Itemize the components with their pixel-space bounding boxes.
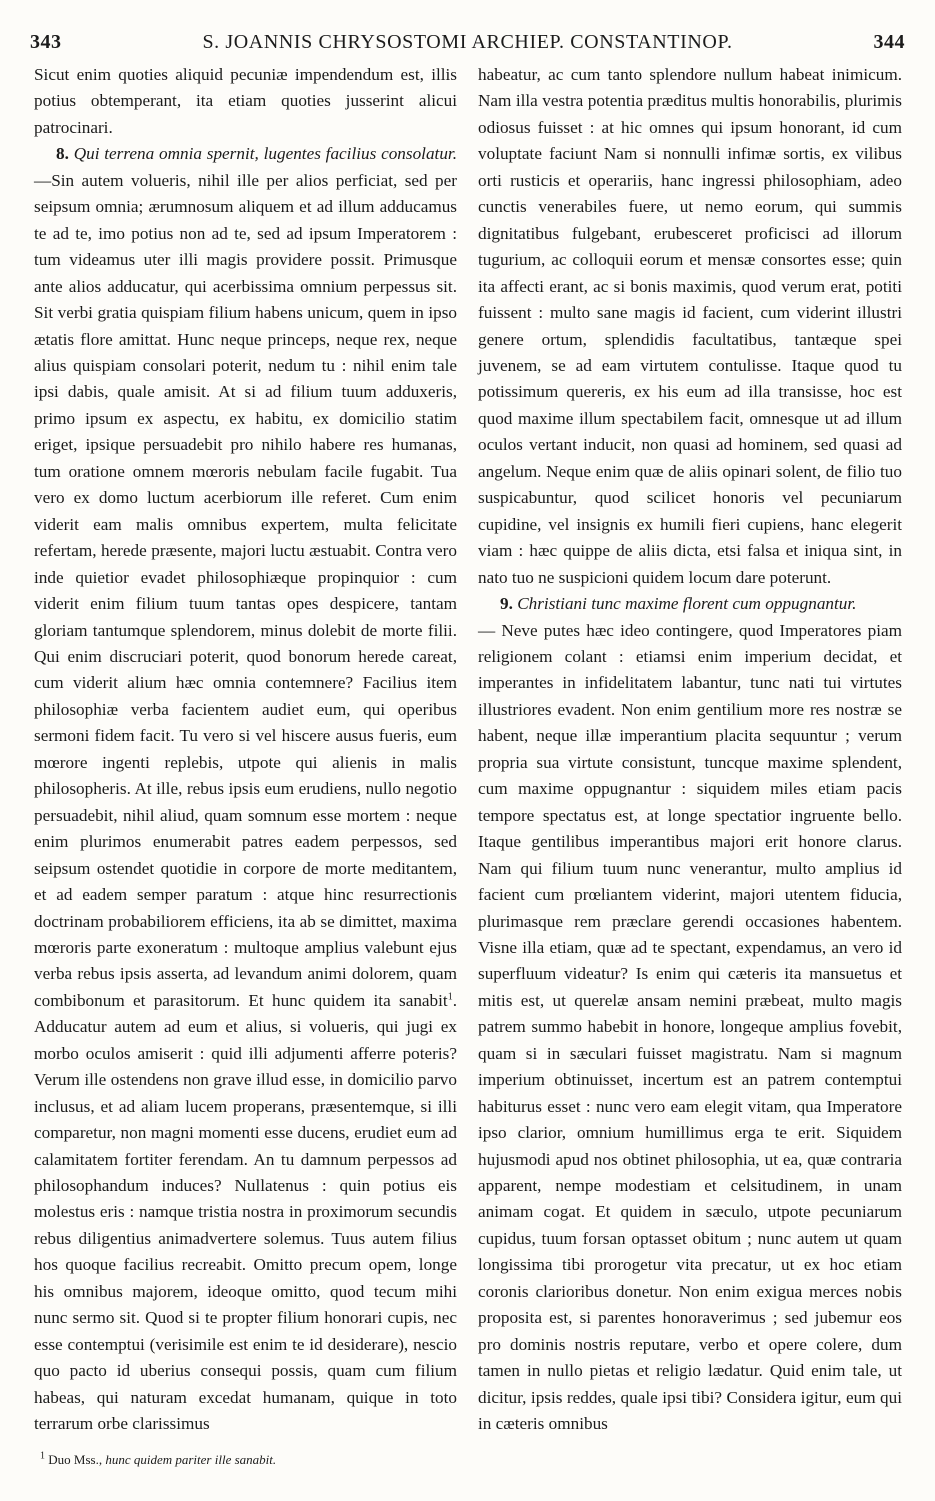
section-text: —Sin autem volueris, nihil ille per alios perficiat, sed per seipsum omnia; ærumnosum aliquem et ad illum adducamus te ad te, imo potius non ad te, sed ad ipsum Imperatorem : tum videamus uter illi magis providere possit. Primusque ante alios adducatur, qui acerbissima omnium perpessus sit. Sit verbi gratia quispiam filium habens unicum, quem in ipso ætatis flore amittat. Hunc neque princeps, neque rex, neque alius quispiam consolari poterit, nedum tu : nihil enim tale ipsi dabis, quale amisit. At si ad filium tuum adduxeris, primo ipsum ex aspectu, ex habitu, ex domicilio statim eriget, ipsique persuadebit pro nihilo habere res humanas, tum oratione omnem mœroris nebulam facile fugabit. Tua vero ex domo luctum acerbiorum ille referet. Cum enim viderit eam malis omnibus expertem, multa felicitate refertam, herede præsente, majori luctu æstuabit. Contra vero inde quietior evadet philosophiæque propinquior : cum viderit enim filium tuum tantas opes despicere, tantam gloriam tantumque splendorem, minus dolebit de morte filii. Qui enim discruciari poterit, quod bonorum herede careat, cum viderit alium hæc omnia contemnere? Facilius item philosophiæ verba facientem audiet eum, qui operibus sermoni fidem facit. Tu vero si vel hiscere ausus fueris, eum mœrore ingenti replebis, utpote qui alienis in malis philosopheris. At ille, rebus ipsis eum erudiens, nullo negotio persuadebit, nihil aliud, quam somnum esse mortem : neque enim plurimos enumerabit patres eadem perpessos, sed seipsum ostendet quotidie in corpore de morte meditantem, et ad eadem semper paratum : atque hinc resurrectionis doctrinam probabiliorem efficiens, ita ab se dimittet, maxima mœroris parte exoneratum : multoque amplius valebunt ejus verba rebus ipsis asserta, ad levandum animi dolorem, quam combibonum et parasitorum. Et hunc quidem ita sanabit [34,170,457,1010]
left-page-number: 343 [30,30,62,53]
footnote [40,1452,460,1468]
footnote-text: hunc quidem pariter ille sanabit. [105,1452,277,1467]
section-text: — Neve putes hæc ideo contingere, quod Imperatores piam religionem colant : etiamsi enim imperium decidat, et imperantes in infidelitatem labantur, tunc nati tui virtutes illustriores evadent. Non enim gentilium more res nostræ se habent, neque illæ imperantium placita sequuntur ; verum propria sua virtute consistunt, tuncque maxime splendent, cum maxime oppugnantur : siquidem miles etiam pacis tempore spectatus est, at longe spectatior ingruente bello. Itaque gentilibus imperantibus majori erit honore clarus. Nam qui filium tuum nunc venerantur, multo amplius id facient cum prœliantem viderint, majori utentem fiducia, plurimasque rem præclare gerendi occasiones habentem. Visne illa etiam, quæ ad te spectant, expendamus, an vero id superfluum videatur? Is enim qui cæteris ita mansuetus et mitis est, ut querelæ ansam nemini præbeat, multo magis patrem summo habebit in honore, longeque amplius fovebit, quam si in sæculari fuisset magistratu. Nam si magnum imperium obtinuisset, incertum est an patrem contemptui habiturus esset : nunc vero eam elegit vitam, qua Imperatore ipso clarior, omnium humillimus erga te erit. Siquidem hujusmodi apud nos obtinet philosophia, ut ea, quæ contraria apparent, nempe modestiam et celsitudinem, in unam animam cogat. Et quidem in sæculo, utpote pecuniarum cupidus, tuum forsan optasset obitum ; nunc autem ut quam longissima tibi prorogetur vita precatur, ut ex hoc etiam coronis clarioribus donetur. Non enim exigua merces nobis proposita est, si parentes honoraverimus ; sed jubemur eos pro dominis nostris reputare, verbo et opere colere, dum tamen in nullo pietas et religio lædatur. Quid enim tale, ut dicitur, ipsis reddes, quale ipsi tibi? Considera igitur, eum qui in cæteris omnibus [478,620,902,1434]
section-8 [34,141,457,1437]
left-column [34,62,457,1438]
right-page-number: 344 [873,30,905,53]
section-title: Christiani tunc maxime florent cum oppugnantur. [517,594,857,614]
section-title: Qui terrena omnia spernit, lugentes facilius consolatur. [73,144,457,164]
paragraph: habeatur, ac cum tanto splendore nullum habeat inimicum. Nam illa vestra potentia præditus multis honorabilis, plurimis odiosus fuisset : at hic omnes qui ipsum honorant, id cum voluptate faciunt Nam si nonnulli infimæ sortis, ex vilibus orti rusticis et operariis, hanc ingressi philosophiam, adeo cunctis venerabiles fuere, ut nemo eorum, qui summis dignitatibus fulgebant, erubesceret proficisci ad illorum tugurium, ac colloquii eorum et mensæ consortes esse; quin ita affecti erant, ac si bonis maximis, quod verum erat, potiti fuissent : multo sane magis id facient, cum viderint illustri genere ortum, splendidis facultatibus, tantæque spei juvenem, se ad eam virtutem contulisse. Itaque quod tu potissimum quereris, ex his eum ad illa transisse, hoc est quod maxime illum spectabilem facit, omnesque ut ad illum oculos vertant inducit, non quasi ad hominem, sed quasi ad angelum. Neque enim quæ de aliis opinari solent, de filio tuo suspicabuntur, quod scilicet honoris vel pecuniarum cupidine, vel insignis ex humili fieri cupiens, hanc elegerit viam : hæc quippe de aliis dicta, etsi falsa et iniqua sint, in nato tuo ne suspicioni quidem locum dare poterunt. [478,65,902,587]
footnote-marker: 1 [447,991,453,1003]
section-text-continued: . Adducatur autem ad eum et alius, si volueris, qui jugi ex morbo oculos amiserit : quid illi adjumenti afferre poteris? Verum ille ostendens non grave illud esse, in domicilio parvo inclusus, et ad aliam lucem properans, præsentemque, si illi comparetur, non magni momenti esse ducens, erudiet eum ad calamitatem fortiter ferendam. An tu damnum perpessos ad philosophandum induces? Nullatenus : quin potius eis molestus eris : namque tristia nostra in proximorum secundis rebus diligentius animadvertere solemus. Tuus autem filius hos quoque facilius recreabit. Omitto precum opem, longe his omnibus majorem, ideoque omitto, quod tecum mihi nunc sermo sit. Quod si te propter filium honorari cupis, nec esse contemptui (verisimile est enim te id desiderare), nescio quo pacto id uberius consequi possis, quam cum filium habeas, qui naturam excedat humanam, quique in toto terrarum orbe clarissimus [34,990,457,1434]
footnote-prefix: Duo Mss., [48,1452,103,1467]
page-header [30,26,905,58]
section-9 [478,591,902,1438]
right-column [478,62,902,1438]
section-number: 8. [56,144,69,164]
footnote-number: 1 [40,1450,45,1462]
section-number: 9. [500,594,513,614]
paragraph: Sicut enim quoties aliquid pecuniæ impendendum est, illis potius obtemperant, ita etiam quoties jusserint alicui patrocinari. [34,65,457,137]
running-title: S. JOANNIS CHRYSOSTOMI ARCHIEP. CONSTANTINOP. [202,30,733,53]
